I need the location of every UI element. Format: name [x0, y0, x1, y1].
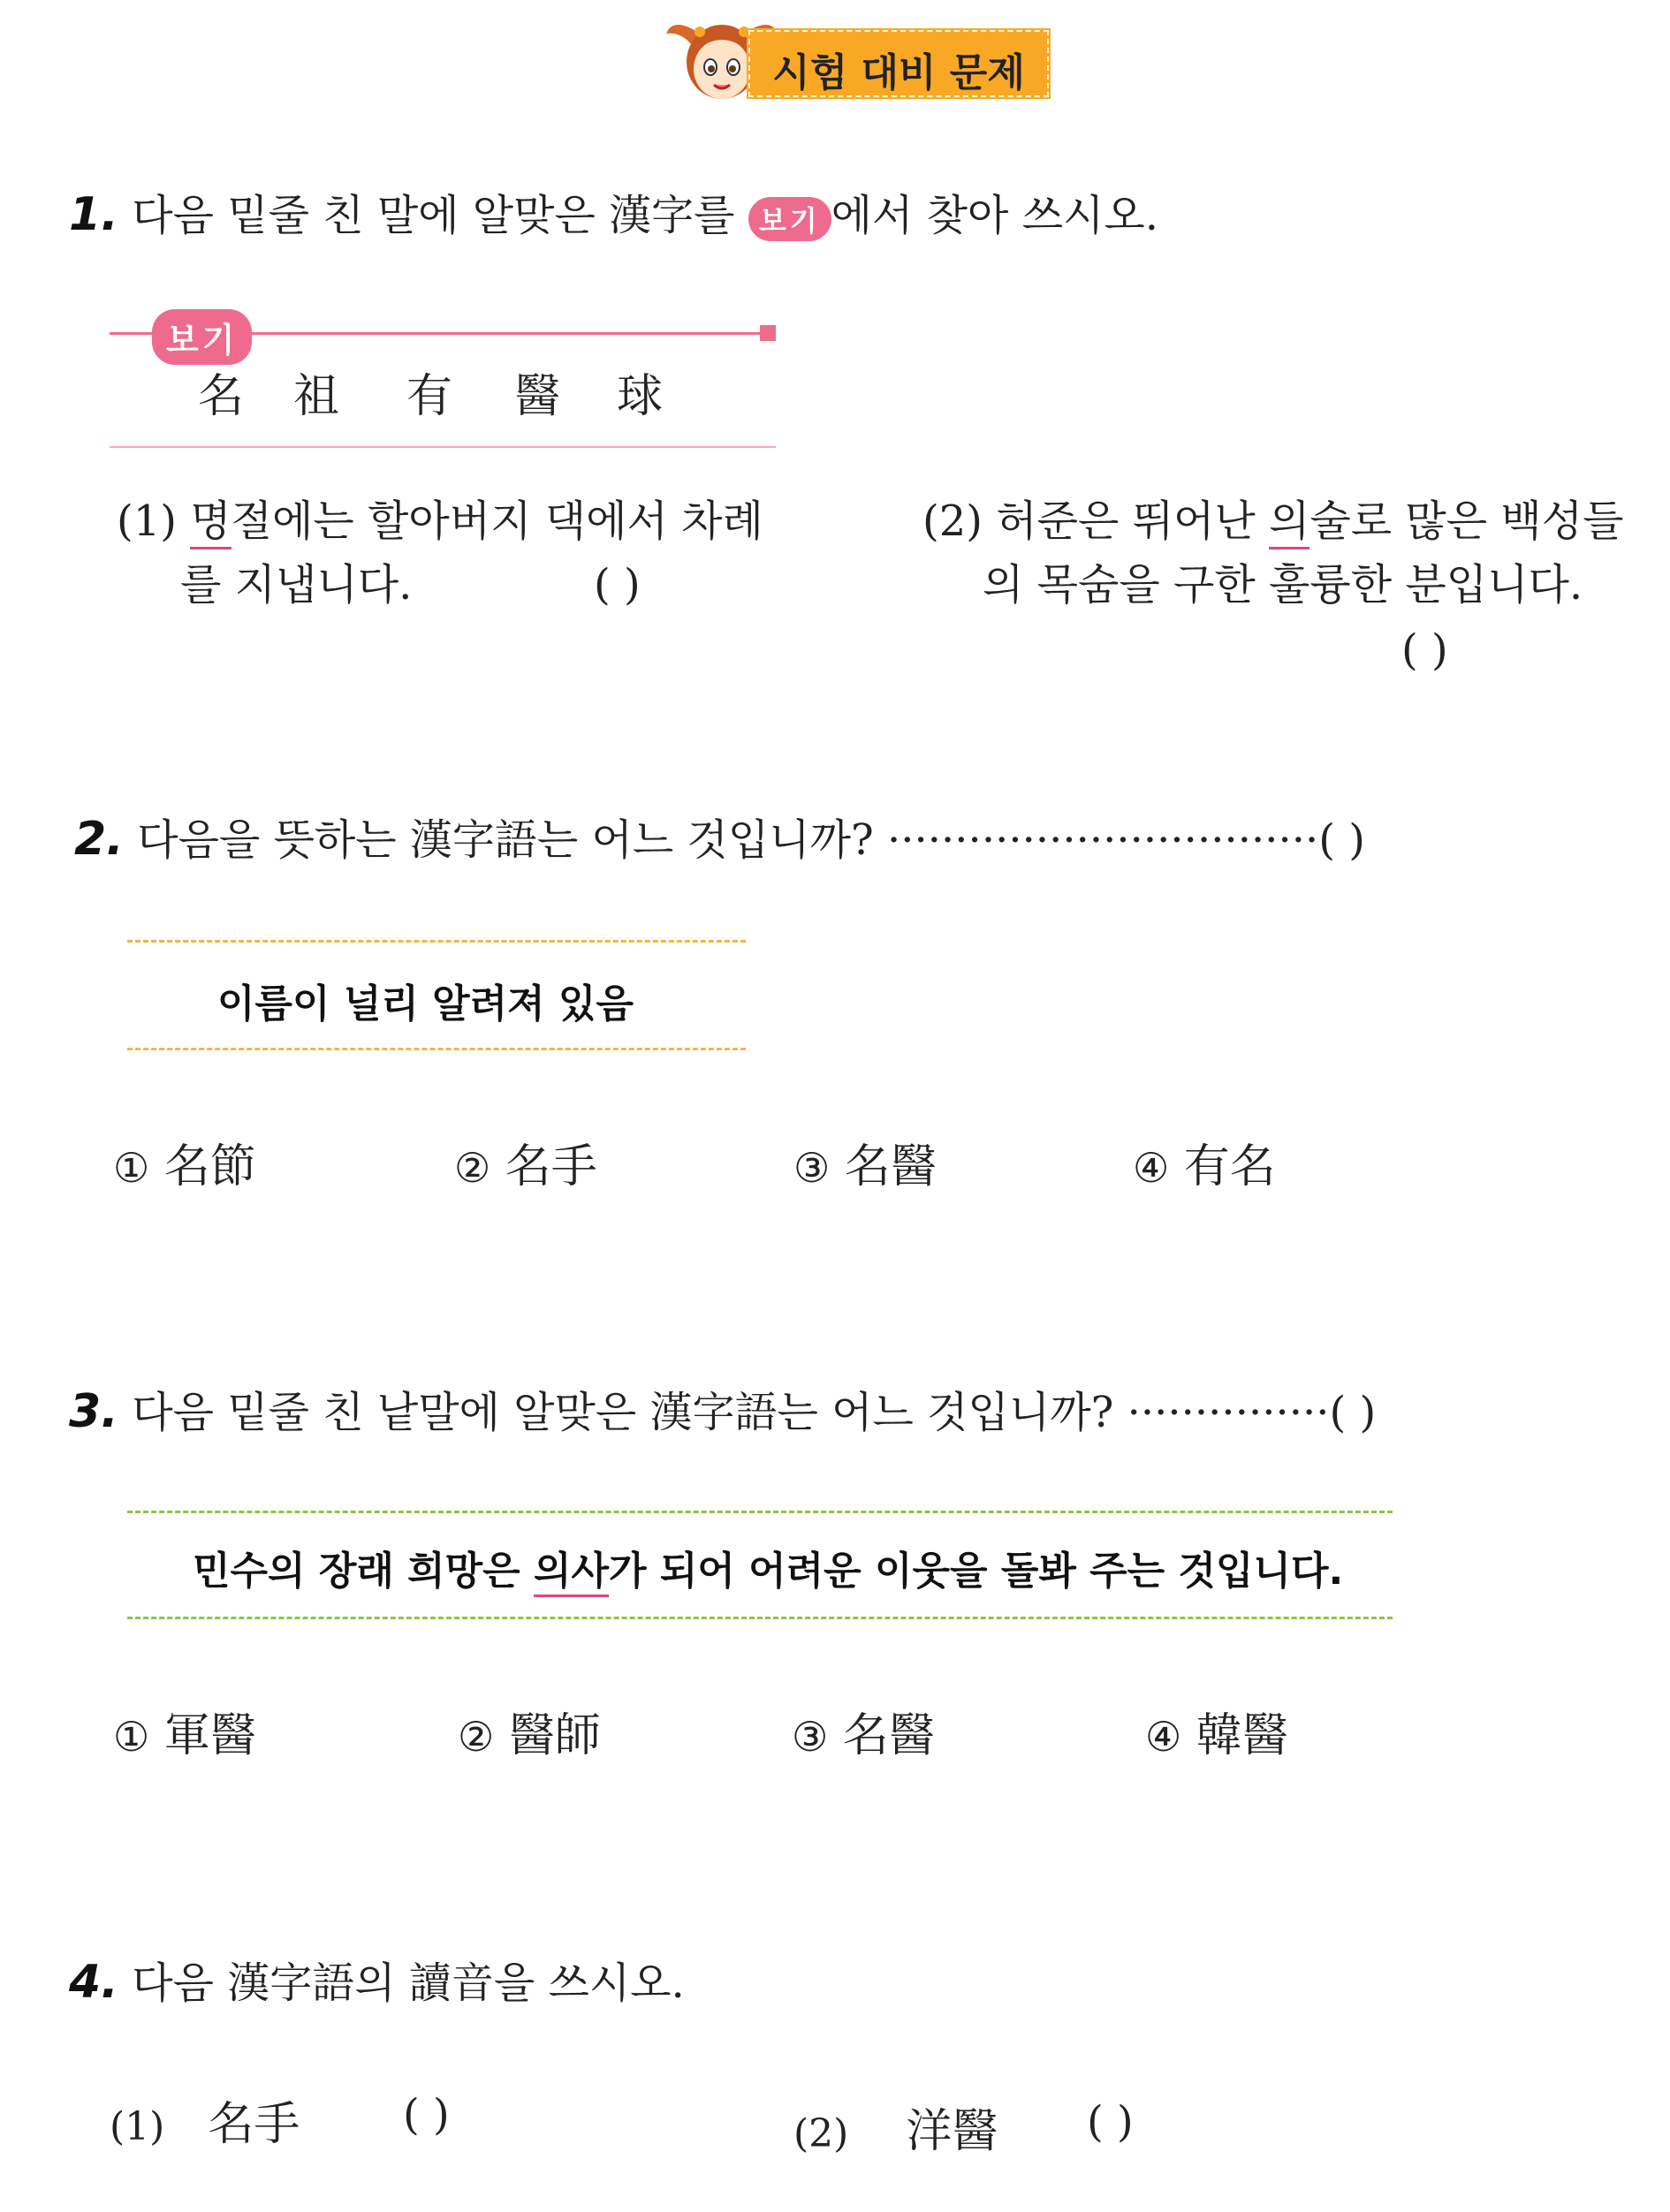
q2-box-top [127, 940, 746, 943]
bogi-item: 祖 [293, 370, 340, 423]
q1-text-before: 다음 밑줄 친 말에 알맞은 漢字를 [132, 191, 748, 240]
q1-sub2-line1: 술로 많은 백성들 [1309, 496, 1624, 546]
q3-box-top [127, 1511, 1393, 1513]
q4-item-2-answer-blank[interactable]: ( ) [1087, 2097, 1134, 2147]
bogi-item: 醫 [514, 370, 561, 423]
q2-box-text: 이름이 널리 알려져 있음 [217, 981, 634, 1026]
q2-number: 2. [74, 813, 124, 866]
q4-item-1: (1) 名手 [110, 2098, 300, 2151]
q1-prompt [69, 181, 1158, 242]
q2-choice-1[interactable]: ① 名節 [113, 1140, 256, 1193]
q1-number: 1. [69, 188, 118, 241]
bogi-item: 名 [198, 370, 245, 423]
bogi-item: 有 [406, 370, 453, 423]
bogi-label: 보기 [152, 309, 252, 365]
q2-choice-3[interactable]: ③ 名醫 [793, 1140, 937, 1193]
q3-box-bottom [127, 1617, 1393, 1619]
q1-sub2-pre: 허준은 뛰어난 [996, 496, 1269, 546]
q3-number: 3. [69, 1385, 118, 1438]
header-title-box [748, 30, 1049, 97]
header-title: 시험 대비 문제 [772, 50, 1025, 95]
q1-sub1-answer-blank[interactable]: ( ) [594, 560, 641, 610]
q3-choice-3[interactable]: ③ 名醫 [792, 1709, 935, 1762]
q1-sub2 [922, 489, 1623, 617]
q4-prompt [69, 1949, 685, 2010]
q1-sub2-underlined: 의 [1269, 496, 1309, 549]
header-banner [664, 7, 1053, 104]
q1-sub1 [117, 489, 763, 617]
q3-prompt [69, 1378, 1376, 1439]
q2-choice-2[interactable]: ② 名手 [454, 1140, 597, 1193]
q1-sub2-num: (2) [922, 496, 983, 546]
q3-text: 다음 밑줄 친 낱말에 알맞은 漢字語는 어느 것입니까? ···············( ) [132, 1388, 1377, 1437]
q4-text: 다음 漢字語의 讀音을 쓰시오. [132, 1958, 685, 2008]
q1-sub2-answer-blank[interactable]: ( ) [1401, 625, 1448, 675]
q1-sub1-underlined: 명 [190, 496, 231, 549]
q1-sub1-num: (1) [117, 496, 177, 546]
q2-choice-4[interactable]: ④ 有名 [1133, 1140, 1276, 1193]
q1-text-after: 에서 찾아 쓰시오. [831, 191, 1158, 240]
q3-choice-1[interactable]: ① 軍醫 [113, 1709, 256, 1762]
bogi-box [110, 309, 781, 451]
bogi-item: 球 [617, 370, 664, 423]
q3-box-underlined: 의사 [534, 1549, 609, 1597]
q4-item-2: (2) 洋醫 [793, 2105, 998, 2158]
q1-bogi-pill: 보기 [748, 197, 831, 241]
q3-choice-2[interactable]: ② 醫師 [458, 1709, 601, 1762]
q3-box-text: 민수의 장래 희망은 의사가 되어 어려운 이웃을 돌봐 주는 것입니다. [193, 1539, 1343, 1595]
q1-sub1-line2: 를 지냅니다. [180, 560, 413, 610]
q1-sub1-line1: 절에는 할아버지 댁에서 차례 [231, 496, 763, 546]
q1-sub2-line2: 의 목숨을 구한 훌륭한 분입니다. [983, 560, 1583, 610]
q2-prompt [74, 806, 1365, 867]
q3-choice-4[interactable]: ④ 韓醫 [1145, 1709, 1288, 1762]
bogi-bottom-line [110, 446, 776, 448]
q2-text: 다음을 뜻하는 漢字語는 어느 것입니까? ································( ) [137, 815, 1365, 865]
q4-item-1-answer-blank[interactable]: ( ) [403, 2090, 450, 2140]
bogi-end-square [760, 325, 776, 341]
q4-number: 4. [69, 1956, 118, 2009]
q2-box-bottom [127, 1048, 746, 1050]
